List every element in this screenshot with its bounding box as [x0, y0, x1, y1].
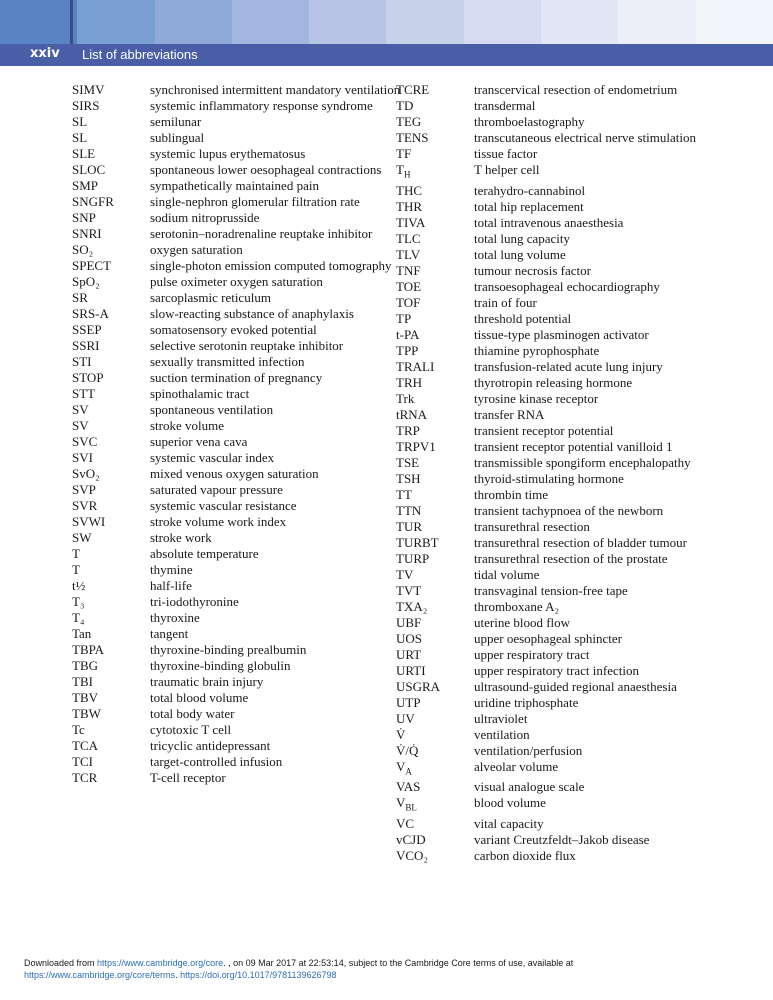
abbreviation-definition: stroke volume: [150, 418, 225, 433]
abbreviation-entry: [396, 471, 736, 487]
abbreviation-definition: total hip replacement: [474, 198, 584, 214]
footer-separator: .: [175, 970, 181, 980]
abbreviation-term: SMP: [72, 178, 99, 193]
abbreviation-definition: tidal volume: [474, 566, 540, 582]
doi-link[interactable]: https://doi.org/10.1017/9781139626798: [180, 970, 337, 980]
abbreviation-definition: absolute temperature: [150, 546, 259, 561]
abbreviation-entry: [72, 562, 412, 578]
abbreviation-definition: target-controlled infusion: [150, 754, 283, 769]
abbreviation-entry: [396, 114, 736, 130]
abbreviation-term: UV: [396, 710, 415, 726]
abbreviation-entry: [72, 130, 412, 146]
abbreviation-definition: cytotoxic T cell: [150, 722, 232, 737]
abbreviation-definition: tissue-type plasminogen activator: [474, 326, 649, 342]
abbreviation-definition: stroke work: [150, 530, 212, 545]
abbreviation-term: SR: [72, 290, 88, 305]
abbreviation-entry: [72, 642, 412, 658]
abbreviation-term: SL: [72, 130, 88, 145]
abbreviation-term: TBG: [72, 658, 98, 673]
abbreviation-entry: [396, 599, 736, 615]
abbreviation-term: SV: [72, 402, 89, 417]
abbreviation-definition: sublingual: [150, 130, 205, 145]
abbreviation-definition: transvaginal tension-free tape: [474, 582, 628, 598]
abbreviation-definition: transient receptor potential vanilloid 1: [474, 438, 673, 454]
abbreviation-entry: [396, 98, 736, 114]
abbreviation-definition: thrombin time: [474, 486, 549, 502]
abbreviation-entry: [72, 482, 412, 498]
abbreviation-entry: [396, 727, 736, 743]
abbreviation-entry: [396, 695, 736, 711]
abbreviation-term: UBF: [396, 614, 422, 630]
abbreviation-definition: transient receptor potential: [474, 422, 614, 438]
abbreviation-term: T: [72, 562, 80, 577]
abbreviation-definition: carbon dioxide flux: [474, 847, 576, 863]
abbreviation-term: TLV: [396, 246, 421, 262]
abbreviation-entry: [396, 311, 736, 327]
abbreviation-definition: single-nephron glomerular filtration rate: [150, 194, 360, 209]
abbreviation-entry: [396, 375, 736, 391]
abbreviation-entry: [396, 439, 736, 455]
abbreviation-term: SV: [72, 418, 89, 433]
abbreviation-entry: [396, 503, 736, 519]
abbreviation-entry: [396, 162, 736, 183]
abbreviation-term: TIVA: [396, 214, 426, 230]
abbreviation-entry: [396, 327, 736, 343]
abbreviation-term: SLE: [72, 146, 96, 161]
abbreviation-entry: [396, 359, 736, 375]
abbreviation-definition: tri-iodothyronine: [150, 594, 239, 609]
abbreviation-term: TF: [396, 146, 412, 161]
abbreviation-entry: [72, 530, 412, 546]
abbreviation-definition: total intravenous anaesthesia: [474, 214, 624, 230]
abbreviation-entry: [396, 711, 736, 727]
abbreviation-term: VCO₂: [396, 847, 428, 863]
abbreviation-entry: [396, 487, 736, 503]
abbreviation-definition: single-photon emission computed tomography: [150, 258, 392, 273]
abbreviation-entry: [396, 423, 736, 439]
abbreviation-term: URT: [396, 646, 422, 662]
abbreviation-definition: alveolar volume: [474, 758, 559, 774]
abbreviation-definition: thyroxine-binding globulin: [150, 658, 291, 673]
abbreviation-term: SRS-A: [72, 306, 109, 321]
abbreviation-definition: total body water: [150, 706, 235, 721]
abbreviation-term: t-PA: [396, 326, 420, 342]
abbreviation-entry: [396, 183, 736, 199]
abbreviation-definition: transurethral resection of bladder tumour: [474, 534, 687, 550]
abbreviation-term: STI: [72, 354, 92, 369]
abbreviation-term: T₃: [72, 594, 85, 609]
abbreviation-definition: saturated vapour pressure: [150, 482, 283, 497]
abbreviation-entry: [396, 647, 736, 663]
abbreviation-definition: thiamine pyrophosphate: [474, 342, 600, 358]
abbreviation-term: VAS: [396, 779, 421, 795]
abbreviation-entry: [72, 594, 412, 610]
abbreviation-definition: blood volume: [474, 795, 546, 811]
abbreviation-entry: [72, 450, 412, 466]
abbreviation-term: TNF: [396, 262, 421, 278]
abbreviation-term: TTN: [396, 502, 422, 518]
abbreviation-entry: [72, 210, 412, 226]
abbreviation-entry: [72, 98, 412, 114]
abbreviation-term: SPECT: [72, 258, 112, 273]
abbreviation-definition: semilunar: [150, 114, 202, 129]
abbreviation-definition: train of four: [474, 294, 537, 310]
abbreviation-term: TCRE: [396, 82, 430, 97]
abbreviation-term: THR: [396, 198, 422, 214]
abbreviation-entry: [72, 194, 412, 210]
abbreviation-definition: transurethral resection: [474, 518, 590, 534]
abbreviation-term: SVI: [72, 450, 93, 465]
abbreviation-term: TRALI: [396, 358, 435, 374]
abbreviation-term: TCA: [72, 738, 98, 753]
abbreviation-column-right: [396, 82, 736, 864]
abbreviation-entry: [396, 215, 736, 231]
abbreviation-definition: half-life: [150, 578, 192, 593]
abbreviation-entry: [396, 407, 736, 423]
abbreviation-term: SNRI: [72, 226, 102, 241]
abbreviation-entry: [72, 354, 412, 370]
abbreviation-entry: [396, 247, 736, 263]
abbreviation-term: TLC: [396, 230, 421, 246]
abbreviation-entry: [396, 663, 736, 679]
abbreviation-term: STOP: [72, 370, 104, 385]
abbreviation-entry: [72, 498, 412, 514]
abbreviation-definition: systemic vascular index: [150, 450, 275, 465]
abbreviation-term: SO₂: [72, 242, 94, 257]
abbreviation-entry: [72, 370, 412, 386]
abbreviation-definition: systemic lupus erythematosus: [150, 146, 306, 161]
abbreviation-entry: [72, 514, 412, 530]
abbreviation-entry: [396, 455, 736, 471]
abbreviation-definition: tissue factor: [474, 146, 538, 161]
abbreviation-entry: [72, 258, 412, 274]
abbreviation-entry: [72, 546, 412, 562]
abbreviation-entry: [396, 535, 736, 551]
abbreviation-definition: transfusion-related acute lung injury: [474, 358, 663, 374]
page-number: xxiv: [30, 46, 60, 61]
abbreviation-term: TBI: [72, 674, 93, 689]
abbreviation-term: SVWI: [72, 514, 106, 529]
abbreviation-term: URTI: [396, 662, 426, 678]
abbreviation-definition: transcutaneous electrical nerve stimulation: [474, 130, 696, 145]
abbreviation-definition: visual analogue scale: [474, 779, 585, 795]
abbreviation-definition: tumour necrosis factor: [474, 262, 591, 278]
abbreviation-entry: [396, 295, 736, 311]
abbreviation-definition: systemic inflammatory response syndrome: [150, 98, 373, 113]
abbreviation-definition: T helper cell: [474, 162, 540, 177]
abbreviation-entry: [72, 178, 412, 194]
abbreviation-entry: [72, 146, 412, 162]
abbreviation-entry: [72, 658, 412, 674]
abbreviation-term: T₄: [72, 610, 85, 625]
abbreviation-definition: spinothalamic tract: [150, 386, 250, 401]
abbreviation-term: SW: [72, 530, 92, 545]
abbreviation-term: TSE: [396, 454, 420, 470]
abbreviation-definition: spontaneous ventilation: [150, 402, 274, 417]
abbreviation-definition: oxygen saturation: [150, 242, 243, 257]
abbreviation-definition: thymine: [150, 562, 193, 577]
abbreviation-term: TSH: [396, 470, 421, 486]
abbreviation-definition: threshold potential: [474, 310, 572, 326]
abbreviation-term: $V_{BL}$: [396, 795, 417, 813]
abbreviation-entry: [396, 519, 736, 535]
abbreviation-definition: tricyclic antidepressant: [150, 738, 271, 753]
abbreviation-term: TRPV1: [396, 438, 436, 454]
abbreviation-term: SIRS: [72, 98, 100, 113]
abbreviation-entry: [396, 551, 736, 567]
abbreviation-term: tRNA: [396, 406, 428, 422]
abbreviation-term: t½: [72, 578, 86, 593]
abbreviation-definition: transfer RNA: [474, 406, 545, 422]
abbreviation-definition: stroke volume work index: [150, 514, 287, 529]
abbreviation-term: TT: [396, 486, 412, 502]
abbreviation-term: UTP: [396, 694, 421, 710]
abbreviation-definition: upper respiratory tract: [474, 646, 590, 662]
abbreviation-term: Tc: [72, 722, 85, 737]
abbreviation-definition: uterine blood flow: [474, 614, 571, 630]
abbreviation-definition: ventilation/perfusion: [474, 742, 583, 758]
abbreviation-entry: [396, 759, 736, 780]
abbreviation-term: Tan: [72, 626, 92, 641]
abbreviation-term: TCR: [72, 770, 98, 785]
abbreviation-definition: suction termination of pregnancy: [150, 370, 323, 385]
footer-prefix: Downloaded from: [24, 958, 98, 968]
abbreviation-definition: upper respiratory tract infection: [474, 662, 639, 678]
abbreviation-entry: [72, 226, 412, 242]
abbreviation-definition: serotonin–noradrenaline reuptake inhibitor: [150, 226, 373, 241]
abbreviation-definition: thromboelastography: [474, 114, 585, 129]
abbreviation-entry: [72, 610, 412, 626]
abbreviation-term: TOF: [396, 294, 421, 310]
abbreviation-entry: [72, 706, 412, 722]
abbreviation-definition: systemic vascular resistance: [150, 498, 297, 513]
terms-link[interactable]: https://www.cambridge.org/core/terms: [24, 970, 176, 980]
abbreviation-definition: selective serotonin reuptake inhibitor: [150, 338, 344, 353]
abbreviation-term: TD: [396, 98, 414, 113]
abbreviation-term: STT: [72, 386, 96, 401]
abbreviation-entry: [396, 832, 736, 848]
abbreviation-term: SSRI: [72, 338, 100, 353]
abbreviation-entry: [72, 626, 412, 642]
cambridge-core-link[interactable]: https://www.cambridge.org/core: [97, 958, 224, 968]
abbreviation-definition: transurethral resection of the prostate: [474, 550, 668, 566]
abbreviation-entry: [72, 386, 412, 402]
abbreviation-definition: pulse oximeter oxygen saturation: [150, 274, 323, 289]
abbreviation-entry: [396, 679, 736, 695]
abbreviation-entry: [396, 631, 736, 647]
abbreviation-entry: [72, 402, 412, 418]
abbreviation-entry: [72, 274, 412, 290]
abbreviation-definition: upper oesophageal sphincter: [474, 630, 623, 646]
abbreviation-definition: variant Creutzfeldt–Jakob disease: [474, 831, 650, 847]
abbreviation-column-left: [72, 82, 412, 786]
abbreviation-term: TVT: [396, 582, 422, 598]
abbreviation-entry: [396, 199, 736, 215]
abbreviation-term: TP: [396, 310, 412, 326]
abbreviation-term: SpO₂: [72, 274, 100, 289]
abbreviation-entry: [72, 690, 412, 706]
abbreviation-entry: [72, 754, 412, 770]
abbreviation-definition: transient tachypnoea of the newborn: [474, 502, 664, 518]
abbreviation-term: TBV: [72, 690, 98, 705]
abbreviation-definition: sympathetically maintained pain: [150, 178, 319, 193]
abbreviation-term: USGRA: [396, 678, 441, 694]
abbreviation-entry: [396, 795, 736, 816]
abbreviation-definition: transmissible spongiform encephalopathy: [474, 454, 691, 470]
abbreviation-entry: [396, 779, 736, 795]
footer-suffix: . , on 09 Mar 2017 at 22:53:14, subject to the Cambridge Core terms of use, available at: [223, 958, 574, 968]
running-head: List of abbreviations: [82, 47, 198, 62]
abbreviation-definition: thromboxane A₂: [474, 598, 560, 614]
abbreviation-definition: synchronised intermittent mandatory ventilation: [150, 82, 401, 97]
abbreviation-term: TV: [396, 566, 414, 582]
abbreviation-term: Trk: [396, 390, 415, 406]
abbreviation-term: TXA₂: [396, 598, 428, 614]
abbreviation-term: TURP: [396, 550, 430, 566]
abbreviation-definition: thyroxine: [150, 610, 200, 625]
abbreviation-definition: uridine triphosphate: [474, 694, 579, 710]
abbreviation-entry: [72, 306, 412, 322]
abbreviation-entry: [396, 567, 736, 583]
abbreviation-entry: [72, 722, 412, 738]
abbreviation-definition: total lung capacity: [474, 230, 571, 246]
abbreviation-definition: ultrasound-guided regional anaesthesia: [474, 678, 677, 694]
abbreviation-definition: superior vena cava: [150, 434, 248, 449]
abbreviation-term: TUR: [396, 518, 422, 534]
abbreviation-definition: thyroxine-binding prealbumin: [150, 642, 307, 657]
abbreviation-term: UOS: [396, 630, 423, 646]
abbreviation-definition: somatosensory evoked potential: [150, 322, 317, 337]
abbreviation-term: $T_H$: [396, 162, 411, 180]
abbreviation-term: TBPA: [72, 642, 105, 657]
abbreviation-definition: vital capacity: [474, 815, 544, 831]
abbreviation-entry: [72, 338, 412, 354]
abbreviation-definition: sexually transmitted infection: [150, 354, 305, 369]
abbreviation-term: T: [72, 546, 80, 561]
abbreviation-term: vCJD: [396, 831, 426, 847]
download-footer: [24, 957, 573, 981]
abbreviation-definition: ultraviolet: [474, 710, 528, 726]
footer-line-1: [24, 957, 573, 969]
abbreviation-entry: [72, 738, 412, 754]
abbreviation-entry: [72, 82, 412, 98]
abbreviation-entry: [396, 583, 736, 599]
abbreviation-entry: [72, 114, 412, 130]
abbreviation-entry: [72, 770, 412, 786]
abbreviation-entry: [72, 434, 412, 450]
abbreviation-term: SVP: [72, 482, 96, 497]
abbreviation-definition: terahydro-cannabinol: [474, 182, 586, 198]
abbreviation-term: TRP: [396, 422, 420, 438]
abbreviation-term: TENS: [396, 130, 429, 145]
abbreviation-term: SNGFR: [72, 194, 114, 209]
abbreviation-entry: [396, 391, 736, 407]
abbreviation-term: VC: [396, 815, 415, 831]
abbreviation-definition: spontaneous lower oesophageal contractions: [150, 162, 382, 177]
abbreviation-definition: transcervical resection of endometrium: [474, 82, 678, 97]
abbreviation-definition: ventilation: [474, 726, 530, 742]
abbreviation-entry: [396, 231, 736, 247]
abbreviation-term: TPP: [396, 342, 419, 358]
abbreviation-term: THC: [396, 182, 422, 198]
abbreviation-definition: tyrosine kinase receptor: [474, 390, 599, 406]
abbreviation-term: TCI: [72, 754, 93, 769]
abbreviation-term: SVC: [72, 434, 98, 449]
abbreviation-entry: [72, 322, 412, 338]
abbreviation-entry: [72, 242, 412, 258]
abbreviation-term: SNP: [72, 210, 96, 225]
abbreviation-entry: [72, 290, 412, 306]
abbreviation-definition: total blood volume: [150, 690, 249, 705]
abbreviation-entry: [72, 674, 412, 690]
footer-line-2: [24, 969, 573, 981]
abbreviation-term: TURBT: [396, 534, 439, 550]
abbreviation-definition: thyroid-stimulating hormone: [474, 470, 624, 486]
abbreviation-term: SLOC: [72, 162, 106, 177]
abbreviation-definition: T-cell receptor: [150, 770, 226, 785]
abbreviation-definition: transdermal: [474, 98, 536, 113]
abbreviation-definition: mixed venous oxygen saturation: [150, 466, 319, 481]
abbreviation-definition: sodium nitroprusside: [150, 210, 260, 225]
abbreviation-term: V̇: [396, 726, 406, 742]
abbreviation-entry: [396, 146, 736, 162]
abbreviation-term: V̇/Q̇: [396, 742, 419, 758]
abbreviation-term: TOE: [396, 278, 422, 294]
abbreviation-entry: [396, 848, 736, 864]
abbreviation-term: TEG: [396, 114, 422, 129]
abbreviation-term: SL: [72, 114, 88, 129]
abbreviation-entry: [396, 82, 736, 98]
abbreviation-definition: thyrotropin releasing hormone: [474, 374, 633, 390]
abbreviation-entry: [72, 162, 412, 178]
abbreviation-entry: [396, 130, 736, 146]
abbreviation-entry: [72, 578, 412, 594]
abbreviation-term: $V_A$: [396, 758, 412, 777]
abbreviation-entry: [396, 615, 736, 631]
abbreviation-term: SvO₂: [72, 466, 100, 481]
abbreviation-entry: [396, 743, 736, 759]
abbreviation-definition: sarcoplasmic reticulum: [150, 290, 271, 305]
abbreviation-entry: [396, 816, 736, 832]
abbreviation-entry: [396, 263, 736, 279]
abbreviation-entry: [72, 466, 412, 482]
abbreviation-definition: tangent: [150, 626, 189, 641]
abbreviation-entry: [396, 343, 736, 359]
abbreviation-definition: slow-reacting substance of anaphylaxis: [150, 306, 354, 321]
abbreviation-definition: traumatic brain injury: [150, 674, 264, 689]
abbreviation-definition: transoesophageal echocardiography: [474, 278, 660, 294]
abbreviation-entry: [396, 279, 736, 295]
abbreviation-term: SIMV: [72, 82, 105, 97]
abbreviation-term: TBW: [72, 706, 101, 721]
abbreviation-definition: total lung volume: [474, 246, 566, 262]
abbreviation-term: TRH: [396, 374, 422, 390]
abbreviation-term: SVR: [72, 498, 98, 513]
abbreviation-term: SSEP: [72, 322, 102, 337]
abbreviation-entry: [72, 418, 412, 434]
